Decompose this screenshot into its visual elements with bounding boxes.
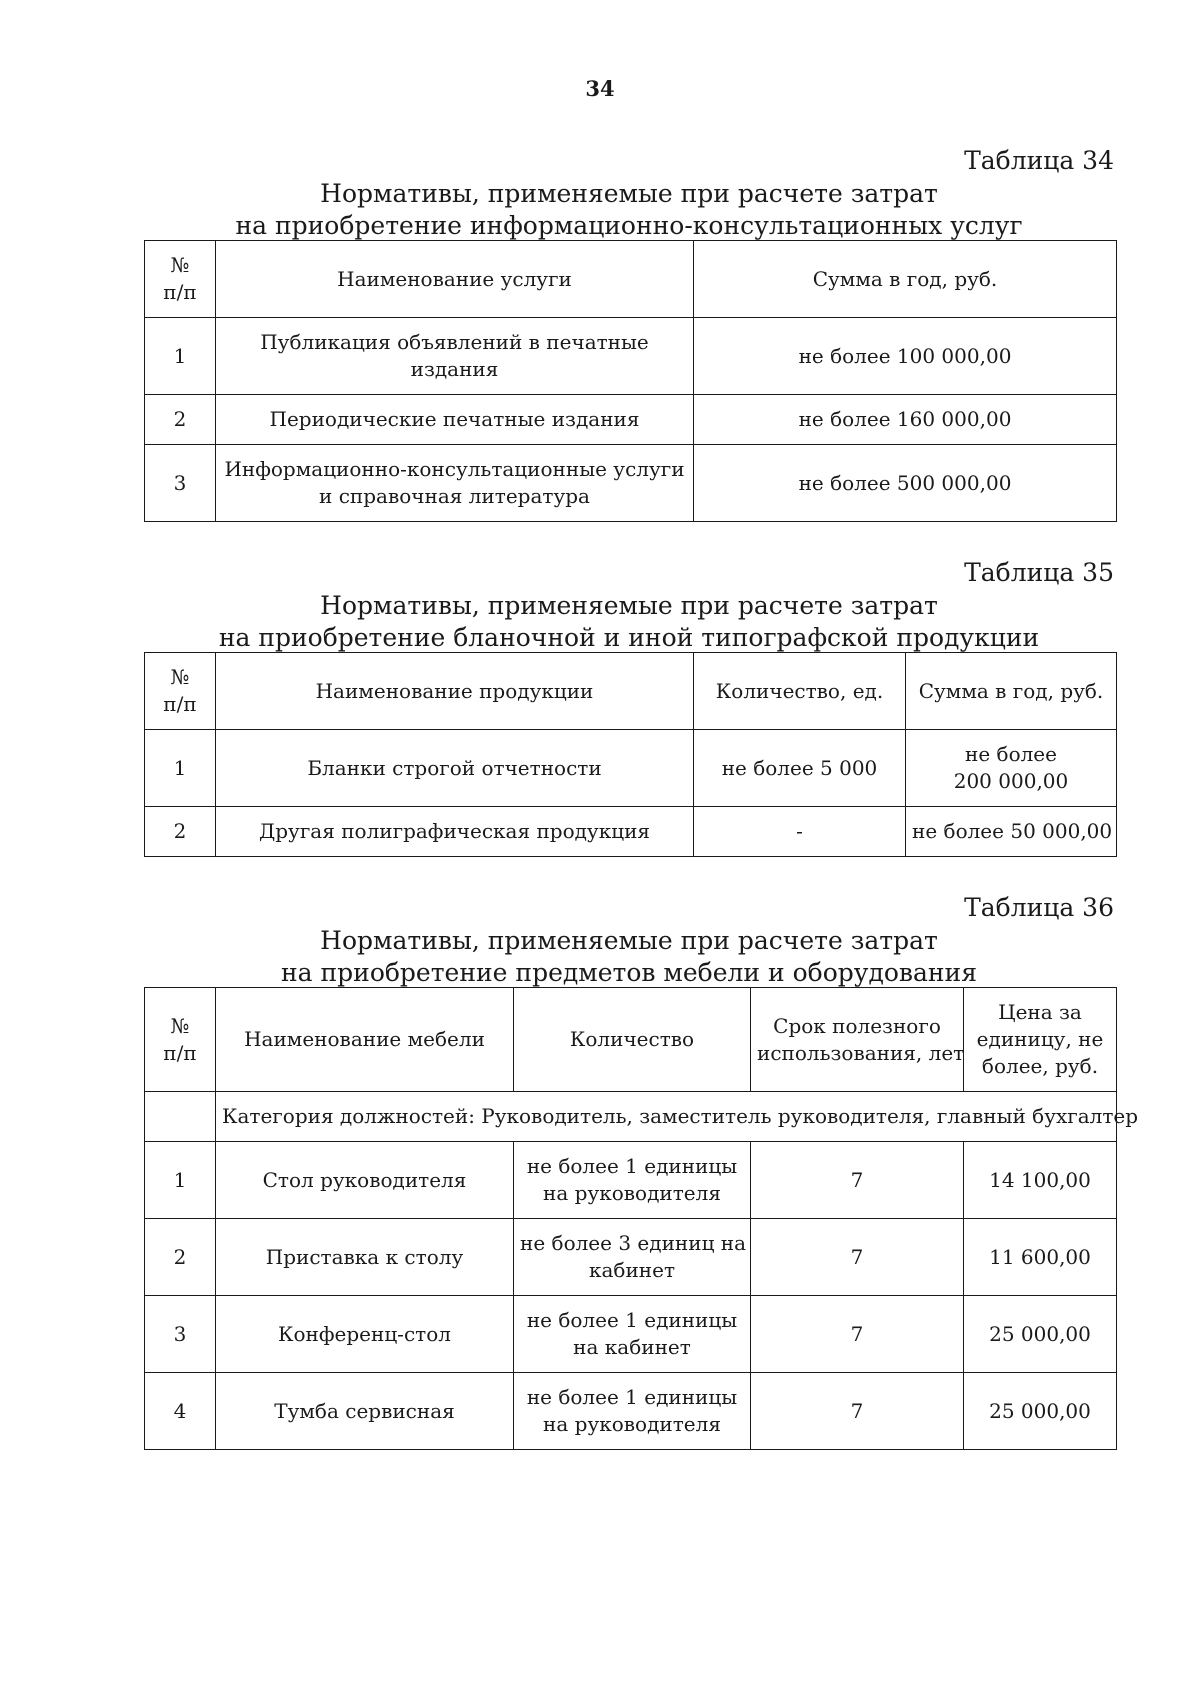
table-row (145, 730, 1117, 807)
header-num: № п/п (145, 241, 216, 318)
header-num: № п/п (145, 988, 216, 1092)
cell-name: Информационно-консультационные услуги и справочная литература (216, 445, 694, 522)
cell-num (145, 1092, 216, 1142)
cell-useful-life: 7 (751, 1142, 964, 1219)
caption-line: Нормативы, применяемые при расчете затрат (320, 179, 938, 208)
cell-quantity: не более 5 000 (694, 730, 906, 807)
table-row (145, 1373, 1117, 1450)
cell-sum: не более 100 000,00 (694, 318, 1117, 395)
caption-line: на приобретение информационно-консультационных услуг (235, 211, 1023, 240)
table-36 (144, 987, 1139, 1450)
cell-num: 4 (145, 1373, 216, 1450)
table-header-row (145, 241, 1117, 318)
cell-sum: не более 160 000,00 (694, 395, 1117, 445)
table-34 (144, 240, 1117, 522)
cell-name: Бланки строгой отчетности (216, 730, 694, 807)
table-35-caption (144, 590, 1114, 654)
cell-num: 3 (145, 445, 216, 522)
cell-quantity: не более 1 единицы на руководителя (514, 1373, 751, 1450)
table-row (145, 1296, 1117, 1373)
table-36-caption (144, 925, 1114, 989)
table-header-row (145, 653, 1117, 730)
cell-num: 1 (145, 318, 216, 395)
cell-num: 2 (145, 807, 216, 857)
caption-line: на приобретение бланочной и иной типографской продукции (218, 623, 1040, 652)
cell-name: Тумба сервисная (216, 1373, 514, 1450)
table-35 (144, 652, 1117, 857)
cell-sum: не более 200 000,00 (906, 730, 1117, 807)
page-number: 34 (585, 76, 615, 101)
cell-name: Приставка к столу (216, 1219, 514, 1296)
cell-num: 2 (145, 1219, 216, 1296)
cell-sum: не более 500 000,00 (694, 445, 1117, 522)
table-36-label: Таблица 36 (964, 893, 1114, 922)
table-35-label: Таблица 35 (964, 558, 1114, 587)
cell-num: 1 (145, 730, 216, 807)
header-sum: Сумма в год, руб. (906, 653, 1117, 730)
cell-useful-life: 7 (751, 1373, 964, 1450)
cell-num: 1 (145, 1142, 216, 1219)
header-quantity: Количество, ед. (694, 653, 906, 730)
cell-name: Стол руководителя (216, 1142, 514, 1219)
caption-line: на приобретение предметов мебели и оборудования (280, 958, 977, 987)
cell-name: Публикация объявлений в печатные издания (216, 318, 694, 395)
table-row (145, 1219, 1117, 1296)
header-product-name: Наименование продукции (216, 653, 694, 730)
category-row (145, 1092, 1117, 1142)
caption-line: Нормативы, применяемые при расчете затрат (320, 591, 938, 620)
cell-name: Периодические печатные издания (216, 395, 694, 445)
header-sum: Сумма в год, руб. (694, 241, 1117, 318)
table-row (145, 318, 1117, 395)
caption-line: Нормативы, применяемые при расчете затрат (320, 926, 938, 955)
cell-quantity: - (694, 807, 906, 857)
cell-useful-life: 7 (751, 1219, 964, 1296)
cell-quantity: не более 1 единицы на руководителя (514, 1142, 751, 1219)
cell-price: 25 000,00 (964, 1296, 1117, 1373)
table-34-label: Таблица 34 (964, 146, 1114, 175)
table-row (145, 395, 1117, 445)
table-row (145, 445, 1117, 522)
table-row (145, 1142, 1117, 1219)
category-cell: Категория должностей: Руководитель, заместитель руководителя, главный бухгалтер (216, 1092, 1117, 1142)
table-header-row (145, 988, 1117, 1092)
cell-sum: не более 50 000,00 (906, 807, 1117, 857)
header-furniture-name: Наименование мебели (216, 988, 514, 1092)
cell-price: 25 000,00 (964, 1373, 1117, 1450)
cell-useful-life: 7 (751, 1296, 964, 1373)
cell-num: 3 (145, 1296, 216, 1373)
cell-quantity: не более 1 единицы на кабинет (514, 1296, 751, 1373)
cell-quantity: не более 3 единиц на кабинет (514, 1219, 751, 1296)
cell-name: Конференц-стол (216, 1296, 514, 1373)
header-unit-price: Цена за единицу, не более, руб. (964, 988, 1117, 1092)
header-num: № п/п (145, 653, 216, 730)
table-34-caption (144, 178, 1114, 242)
cell-price: 14 100,00 (964, 1142, 1117, 1219)
header-useful-life: Срок полезного использования, лет (751, 988, 964, 1092)
header-quantity: Количество (514, 988, 751, 1092)
cell-name: Другая полиграфическая продукция (216, 807, 694, 857)
cell-price: 11 600,00 (964, 1219, 1117, 1296)
cell-num: 2 (145, 395, 216, 445)
table-row (145, 807, 1117, 857)
header-service-name: Наименование услуги (216, 241, 694, 318)
